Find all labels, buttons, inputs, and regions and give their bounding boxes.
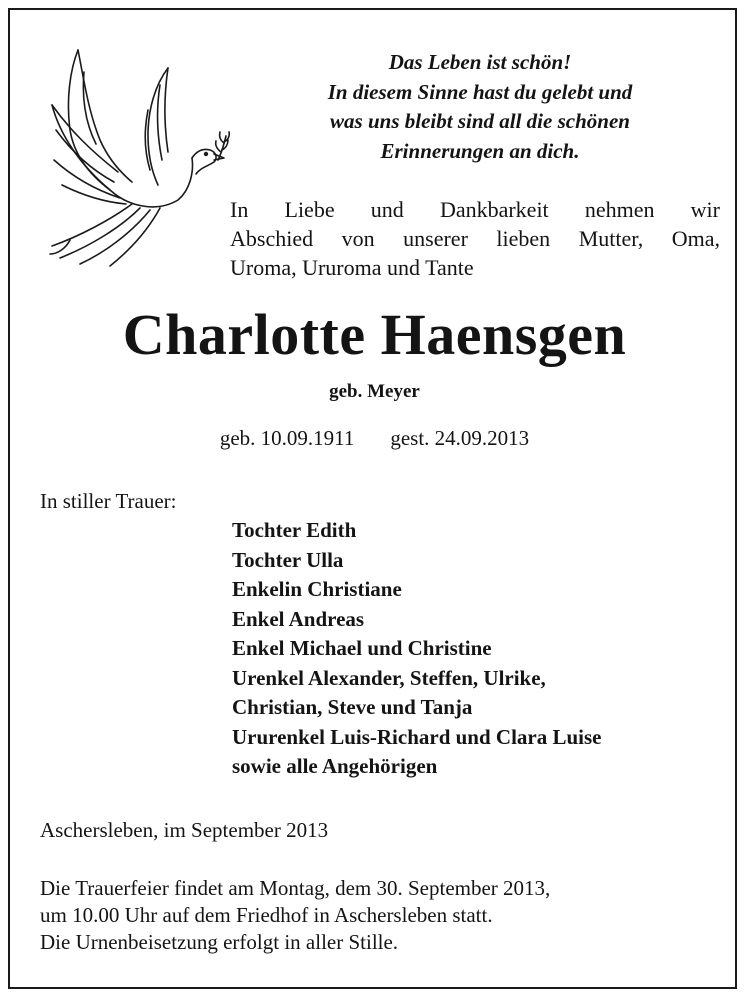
mourners-list [232, 516, 712, 782]
list-item: Enkel Andreas [232, 606, 365, 631]
funeral-line: um 10.00 Uhr auf dem Friedhof in Aschersleben statt. [40, 903, 493, 927]
motto-line: Das Leben ist schön! [388, 50, 572, 74]
motto-line: In diesem Sinne hast du gelebt und [327, 79, 633, 104]
list-item: Christian, Steve und Tanja [232, 695, 473, 719]
intro-line: Uroma, Ururoma und Tante [230, 255, 474, 280]
maiden-name: geb. Meyer [329, 381, 420, 402]
motto-line: Erinnerungen an dich. [380, 138, 580, 163]
life-dates [10, 424, 739, 452]
motto-line: was uns bleibt sind all die schönen [330, 109, 630, 133]
funeral-line: Die Urnenbeisetzung erfolgt in aller Stille. [40, 930, 399, 954]
list-item: Enkelin Christiane [232, 577, 402, 601]
list-item: Urenkel Alexander, Steffen, Ulrike, [232, 665, 546, 690]
dove-with-olive-branch-icon [40, 40, 230, 280]
birth-date: geb. 10.09.1911 [219, 426, 355, 450]
list-item: Tochter Ulla [232, 547, 344, 572]
list-item: Enkel Michael und Christine [232, 636, 492, 660]
obituary-notice [8, 8, 737, 989]
deceased-name: Charlotte Haensgen [122, 302, 627, 367]
mourners-heading: In stiller Trauer: [40, 489, 177, 513]
funeral-line: Die Trauerfeier findet am Montag, dem 30. September 2013, [40, 876, 551, 900]
intro-line: In Liebe und Dankbarkeit nehmen wir [230, 197, 720, 222]
list-item: sowie alle Angehörigen [232, 754, 438, 778]
list-item: Ururenkel Luis-Richard und Clara Luise [232, 724, 602, 749]
motto [250, 48, 710, 166]
funeral-info [40, 875, 730, 956]
list-item: Tochter Edith [232, 518, 357, 542]
intro-line: Abschied von unserer lieben Mutter, Oma, [230, 226, 720, 251]
death-date: gest. 24.09.2013 [390, 426, 530, 450]
place-and-date: Aschersleben, im September 2013 [40, 818, 329, 842]
intro-text [230, 195, 720, 282]
